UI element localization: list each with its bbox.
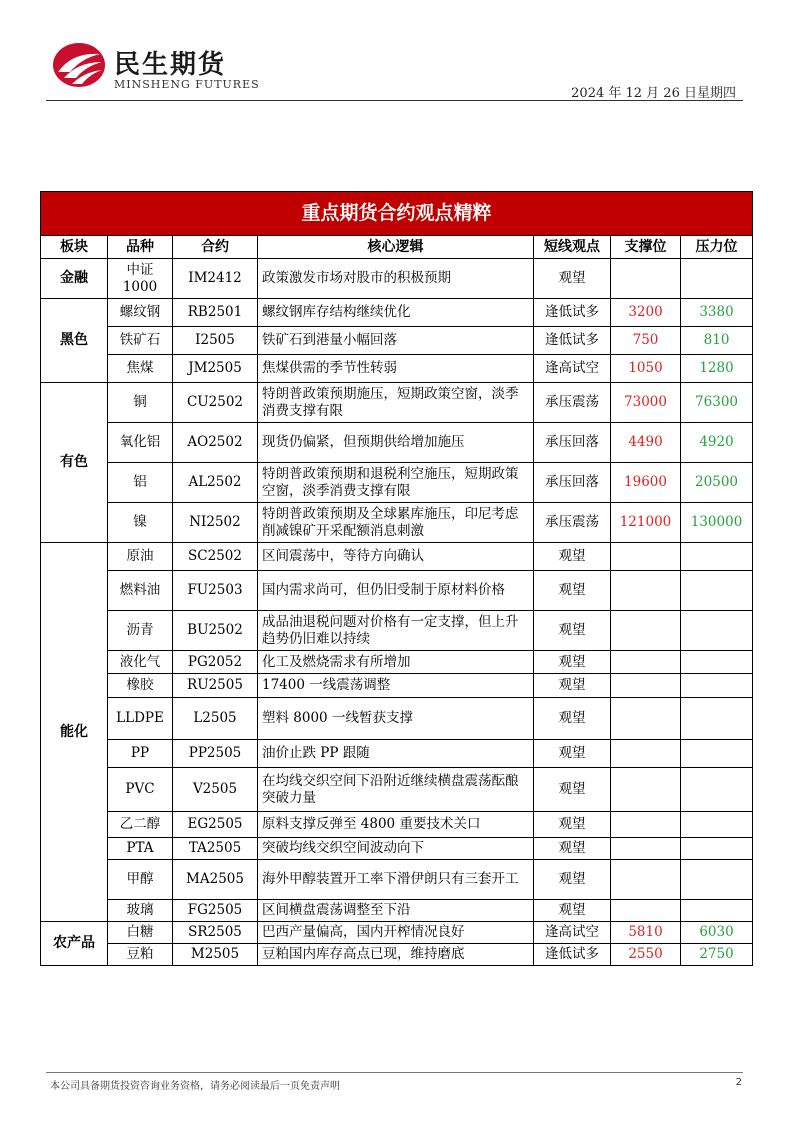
resistance-cell	[681, 674, 753, 698]
view-cell: 逢高试空	[534, 355, 611, 383]
contract-cell: TA2505	[173, 838, 258, 860]
logic-cell: 豆粕国内库存高点已现，维持磨底	[258, 944, 534, 966]
view-cell: 观望	[534, 543, 611, 571]
contract-cell: FU2503	[173, 571, 258, 611]
support-cell	[611, 651, 681, 674]
product-cell: 螺纹钢	[108, 299, 173, 327]
resistance-cell	[681, 571, 753, 611]
contract-cell: NI2502	[173, 503, 258, 543]
product-cell: PP	[108, 740, 173, 768]
table-row	[41, 838, 753, 860]
contract-cell: CU2502	[173, 383, 258, 423]
logic-cell: 突破均线交织空间波动向下	[258, 838, 534, 860]
support-cell	[611, 838, 681, 860]
logic-cell: 化工及燃烧需求有所增加	[258, 651, 534, 674]
support-cell	[611, 860, 681, 900]
logic-cell: 现货仍偏紧，但预期供给增加施压	[258, 423, 534, 463]
support-cell	[611, 768, 681, 812]
resistance-cell	[681, 812, 753, 838]
table-row	[41, 383, 753, 423]
view-cell: 承压回落	[534, 423, 611, 463]
support-cell: 750	[611, 327, 681, 355]
product-cell: PTA	[108, 838, 173, 860]
table-row	[41, 698, 753, 740]
table-row	[41, 651, 753, 674]
support-cell	[611, 259, 681, 299]
table-header-row	[41, 236, 753, 259]
product-cell: 白糖	[108, 922, 173, 944]
resistance-cell: 130000	[681, 503, 753, 543]
support-cell: 1050	[611, 355, 681, 383]
table-row	[41, 611, 753, 651]
resistance-cell: 6030	[681, 922, 753, 944]
contract-cell: RU2505	[173, 674, 258, 698]
product-cell: 乙二醇	[108, 812, 173, 838]
product-cell: 铝	[108, 463, 173, 503]
view-cell: 承压震荡	[534, 503, 611, 543]
logic-cell: 海外甲醇装置开工率下滑伊朗只有三套开工	[258, 860, 534, 900]
support-cell: 5810	[611, 922, 681, 944]
header-resistance: 压力位	[681, 236, 753, 259]
product-cell: 燃料油	[108, 571, 173, 611]
contract-cell: PP2505	[173, 740, 258, 768]
view-cell: 承压回落	[534, 463, 611, 503]
table-row	[41, 327, 753, 355]
contract-cell: L2505	[173, 698, 258, 740]
support-cell: 3200	[611, 299, 681, 327]
table-row	[41, 944, 753, 966]
support-cell: 4490	[611, 423, 681, 463]
table-row	[41, 423, 753, 463]
view-cell: 承压震荡	[534, 383, 611, 423]
resistance-cell	[681, 860, 753, 900]
logic-cell: 螺纹钢库存结构继续优化	[258, 299, 534, 327]
product-cell: 甲醇	[108, 860, 173, 900]
resistance-cell	[681, 900, 753, 922]
sector-ferrous: 黑色	[41, 299, 108, 383]
view-cell: 逢高试空	[534, 922, 611, 944]
resistance-cell	[681, 740, 753, 768]
logic-cell: 巴西产量偏高，国内开榨情况良好	[258, 922, 534, 944]
contract-cell: RB2501	[173, 299, 258, 327]
product-cell: 液化气	[108, 651, 173, 674]
contract-cell: JM2505	[173, 355, 258, 383]
view-cell: 观望	[534, 651, 611, 674]
resistance-cell	[681, 611, 753, 651]
logic-cell: 区间震荡中，等待方向确认	[258, 543, 534, 571]
page-header	[0, 0, 794, 110]
resistance-cell: 4920	[681, 423, 753, 463]
logic-cell: 在均线交织空间下沿附近继续横盘震荡酝酿突破力量	[258, 768, 534, 812]
support-cell	[611, 812, 681, 838]
resistance-cell	[681, 651, 753, 674]
view-cell: 逢低试多	[534, 327, 611, 355]
support-cell	[611, 698, 681, 740]
resistance-cell	[681, 698, 753, 740]
contract-cell: AL2502	[173, 463, 258, 503]
contract-cell: SR2505	[173, 922, 258, 944]
table-row	[41, 922, 753, 944]
logic-cell: 油价止跌 PP 跟随	[258, 740, 534, 768]
contract-cell: I2505	[173, 327, 258, 355]
support-cell	[611, 674, 681, 698]
product-cell: 沥青	[108, 611, 173, 651]
view-cell: 观望	[534, 838, 611, 860]
view-cell: 观望	[534, 698, 611, 740]
table-row	[41, 503, 753, 543]
contract-cell: PG2052	[173, 651, 258, 674]
support-cell: 19600	[611, 463, 681, 503]
support-cell: 121000	[611, 503, 681, 543]
resistance-cell: 76300	[681, 383, 753, 423]
header-sector: 板块	[41, 236, 108, 259]
table-row	[41, 463, 753, 503]
header-logic: 核心逻辑	[258, 236, 534, 259]
resistance-cell	[681, 259, 753, 299]
sector-nonferrous: 有色	[41, 383, 108, 543]
logic-cell: 政策激发市场对股市的积极预期	[258, 259, 534, 299]
resistance-cell: 810	[681, 327, 753, 355]
contract-cell: EG2505	[173, 812, 258, 838]
contract-cell: BU2502	[173, 611, 258, 651]
support-cell	[611, 900, 681, 922]
sector-agriculture: 农产品	[41, 922, 108, 966]
view-cell: 观望	[534, 259, 611, 299]
resistance-cell: 20500	[681, 463, 753, 503]
table-row	[41, 674, 753, 698]
table-row	[41, 543, 753, 571]
report-date: 2024 年 12 月 26 日星期四	[571, 86, 736, 101]
view-cell: 观望	[534, 740, 611, 768]
product-cell: PVC	[108, 768, 173, 812]
product-cell: 豆粕	[108, 944, 173, 966]
table-row	[41, 299, 753, 327]
contract-cell: SC2502	[173, 543, 258, 571]
logic-cell: 区间横盘震荡调整至下沿	[258, 900, 534, 922]
header-view: 短线观点	[534, 236, 611, 259]
resistance-cell: 1280	[681, 355, 753, 383]
view-cell: 观望	[534, 860, 611, 900]
resistance-cell: 3380	[681, 299, 753, 327]
resistance-cell	[681, 543, 753, 571]
product-cell: 镍	[108, 503, 173, 543]
logic-cell: 成品油退税问题对价格有一定支撑，但上升趋势仍旧难以持续	[258, 611, 534, 651]
logic-cell: 铁矿石到港量小幅回落	[258, 327, 534, 355]
contract-cell: FG2505	[173, 900, 258, 922]
table-row	[41, 900, 753, 922]
view-cell: 观望	[534, 674, 611, 698]
support-cell	[611, 571, 681, 611]
product-cell: 橡胶	[108, 674, 173, 698]
resistance-cell	[681, 838, 753, 860]
resistance-cell: 2750	[681, 944, 753, 966]
disclaimer-text: 本公司具备期货投资咨询业务资格，请务必阅读最后一页免责声明	[50, 1081, 340, 1092]
logic-cell: 特朗普政策预期及全球累库施压，印尼考虑削减镍矿开采配额消息刺激	[258, 503, 534, 543]
view-cell: 观望	[534, 812, 611, 838]
view-cell: 逢低试多	[534, 299, 611, 327]
contract-cell: MA2505	[173, 860, 258, 900]
product-cell: 焦煤	[108, 355, 173, 383]
table-row	[41, 860, 753, 900]
logic-cell: 塑料 8000 一线暂获支撑	[258, 698, 534, 740]
header-support: 支撑位	[611, 236, 681, 259]
view-cell: 逢低试多	[534, 944, 611, 966]
support-cell: 73000	[611, 383, 681, 423]
futures-view-table	[40, 191, 753, 966]
logic-cell: 原料支撑反弹至 4800 重要技术关口	[258, 812, 534, 838]
footer-divider	[46, 1072, 743, 1073]
brand-name-en: MINSHENG FUTURES	[114, 78, 260, 91]
product-cell: 氧化铝	[108, 423, 173, 463]
product-cell: 原油	[108, 543, 173, 571]
product-cell: 铁矿石	[108, 327, 173, 355]
contract-cell: AO2502	[173, 423, 258, 463]
contract-cell: V2505	[173, 768, 258, 812]
contract-cell: M2505	[173, 944, 258, 966]
table-title: 重点期货合约观点精粹	[41, 192, 753, 236]
logic-cell: 焦煤供需的季节性转弱	[258, 355, 534, 383]
header-divider	[46, 100, 743, 101]
header-product: 品种	[108, 236, 173, 259]
table-row	[41, 740, 753, 768]
minsheng-logo-icon	[52, 42, 106, 88]
logic-cell: 特朗普政策预期和退税利空施压，短期政策空窗，淡季消费支撑有限	[258, 463, 534, 503]
table-row	[41, 355, 753, 383]
page-number: 2	[735, 1077, 742, 1088]
table-row	[41, 812, 753, 838]
contract-cell: IM2412	[173, 259, 258, 299]
product-cell: LLDPE	[108, 698, 173, 740]
sector-energy-chemical: 能化	[41, 543, 108, 922]
support-cell	[611, 740, 681, 768]
logic-cell: 17400 一线震荡调整	[258, 674, 534, 698]
view-cell: 观望	[534, 611, 611, 651]
product-cell: 中证1000	[108, 259, 173, 299]
sector-finance: 金融	[41, 259, 108, 299]
product-cell: 铜	[108, 383, 173, 423]
table-row	[41, 571, 753, 611]
resistance-cell	[681, 768, 753, 812]
view-cell: 观望	[534, 571, 611, 611]
support-cell: 2550	[611, 944, 681, 966]
table-row	[41, 768, 753, 812]
support-cell	[611, 543, 681, 571]
logic-cell: 国内需求尚可，但仍旧受制于原材料价格	[258, 571, 534, 611]
view-cell: 观望	[534, 768, 611, 812]
header-contract: 合约	[173, 236, 258, 259]
logic-cell: 特朗普政策预期施压，短期政策空窗，淡季消费支撑有限	[258, 383, 534, 423]
table-row	[41, 259, 753, 299]
view-cell: 观望	[534, 900, 611, 922]
support-cell	[611, 611, 681, 651]
brand-name-cn: 民生期货	[114, 50, 227, 80]
product-cell: 玻璃	[108, 900, 173, 922]
